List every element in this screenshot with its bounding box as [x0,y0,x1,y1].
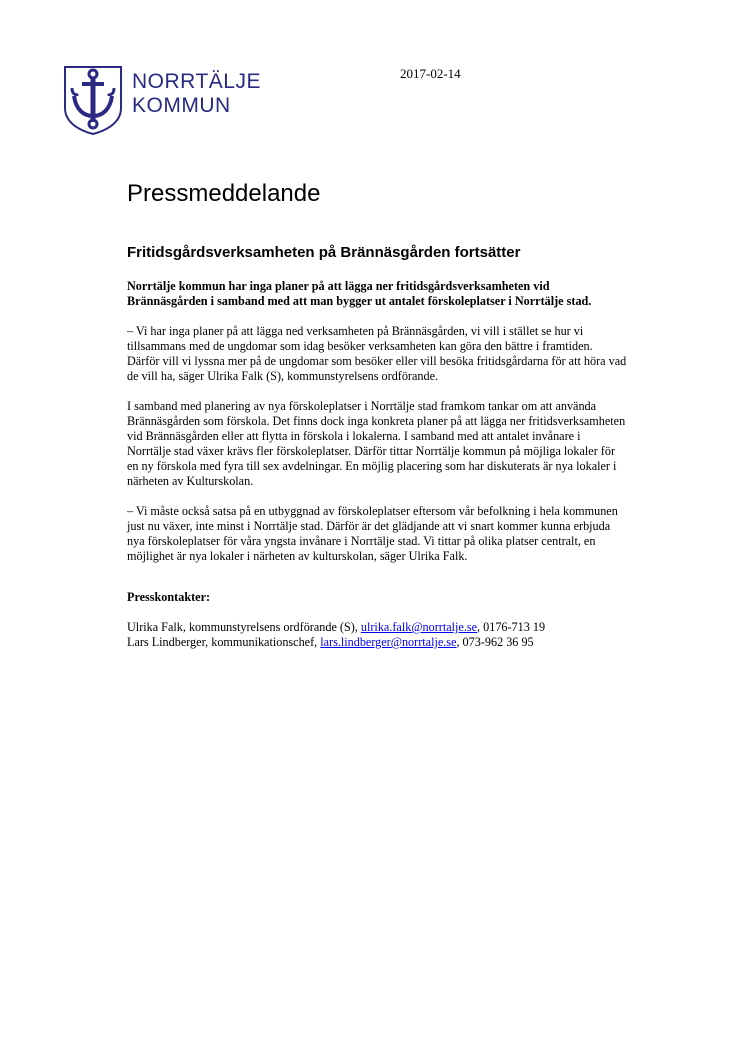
contact-name: Lars Lindberger, kommunikationschef, [127,635,321,649]
logo-line-2: KOMMUN [132,94,231,117]
contact-name: Ulrika Falk, kommunstyrelsens ordförande (S), [127,620,361,634]
document-date: 2017-02-14 [400,66,461,81]
contacts-heading: Presskontakter: [127,590,211,604]
contact-line [127,635,627,650]
contact-line [127,620,627,635]
body-paragraph: – Vi har inga planer på att lägga ned verksamheten på Brännäsgården, vi vill i stället se hur vi tillsammans med de ungdomar som idag besöker verksamheten kan göra den bättre i framtiden. Därför vill vi lyssna mer på de ungdomar som besöker eller vill besöka fritidsgårdarna för att höra vad de vill ha, säger Ulrika Falk (S), kommunstyrelsens ordförande. [127,324,627,383]
body-paragraph: I samband med planering av nya förskoleplatser i Norrtälje stad framkom tankar om att använda Brännäsgården som förskola. Det finns dock inga konkreta planer på att lägga ner fritidsverksamheten vid Brännäsgården eller att flytta in förskola i lokalerna. I samband med att antalet invånare i Norrtälje stad växer krävs fler förskoleplatser. Därför tittar Norrtälje kommun på möjliga lokaler för en ny förskola med fyra till sex avdelningar. En möjlig placering som har diskuterats är nya lokaler i närheten av Kulturskolan. [127,399,626,488]
contact-phone: , 0176-713 19 [477,620,546,634]
contact-phone: , 073-962 36 95 [456,635,534,649]
contact-email-link[interactable]: ulrika.falk@norrtalje.se [360,620,478,634]
contact-email-link[interactable]: lars.lindberger@norrtalje.se [320,635,457,649]
document-type: Pressmeddelande [127,180,321,207]
anchor-shield-icon [62,64,124,136]
logo-wordmark [132,70,261,118]
logo-line-1: NORRTÄLJE [132,70,261,93]
body-paragraph: – Vi måste också satsa på en utbyggnad av förskoleplatser eftersom vår befolkning i hela kommunen just nu växer, inte minst i Norrtälje stad. Därför är det glädjande att vi snart kommer kunna erbjuda nya förskoleplatser för våra yngsta invånare i Norrtälje stad. Vi tittar på olika platser centralt, en möjlighet är nya lokaler i närheten av kulturskolan, säger Ulrika Falk. [127,504,618,563]
lead-paragraph: Norrtälje kommun har inga planer på att lägga ner fritidsgårdsverksamheten vid Brännäsgården i samband med att man bygger ut antalet förskoleplatser i Norrtälje stad. [127,279,592,308]
press-headline: Fritidsgårdsverksamheten på Brännäsgården fortsätter [127,244,521,261]
document-body [127,279,627,650]
municipality-logo [62,64,262,136]
